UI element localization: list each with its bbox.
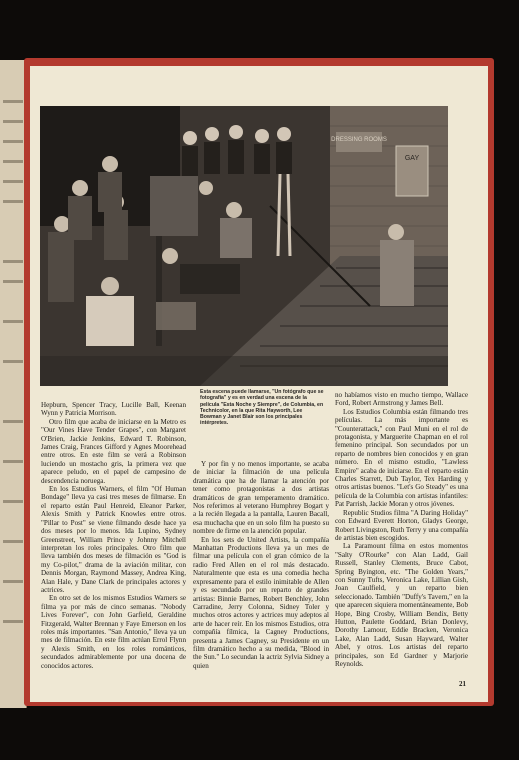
column-left <box>41 401 186 670</box>
paragraph: Los Estudios Columbia están filmando tres películas. La más importante es "Counterattack," con Paul Muni en el rol de protagonista, y Marguerite Chapman en el rol femenino principal. Son secundados por un reparto de nombres bien conocidos y en gran número. En el mismo estudio, "Lawless Empire" acaba de iniciarse. En el reparto están Charles Starrett, Dub Taylor, Tex Harding y otros artistas buenos. "Let's Go Steady" es una película de la Columbia con artistas infantiles: Pat Parrish, Jackie Moran y otros jóvenes. <box>335 407 468 509</box>
film-set-photo <box>40 106 448 386</box>
poster-text: GAY <box>404 155 420 162</box>
paragraph: En los sets de United Artists, la compañía Manhattan Productions lleva ya un mes de filmar una película con el gran cómico de la radio Fred Allen en el rol más destacado. Naturalmente que esta es una comedia hecha expresamente para el estilo inimitable de Allen y es secundado por un reparto de grandes artistas: Binnie Barnes, Robert Benchley, John Carradine, Jerry Colonna, Sidney Toler y muchos otros actores y actrices muy adeptos al arte de hacer reír. En los mismos Estudios, otra compañía fílmica, la Cagney Productions, presenta a James Cagney, su Presidente en un film dramático hecho a su medida, "Blood in the Sun." Lo secundan la actriz Sylvia Sidney a quien <box>193 535 329 670</box>
photo-caption: Esta escena puede llamarse, "Un fotógrafo que se fotografía" y es en verdad una escena de la película "Esta Noche y Siempre", de Columbia, en Technicolor, en la que Rita Hayworth, Lee Bowman y Janet Blair son los principales intérpretes. <box>200 389 324 427</box>
column-right <box>335 391 468 668</box>
paragraph: no habíamos visto en mucho tiempo, Wallace Ford, Robert Armstrong y James Bell. <box>335 391 468 408</box>
paragraph: Otro film que acaba de iniciarse en la Metro es "Our Vines Have Tender Grapes", con Margaret O'Brien, Jackie Jenkins, Edward T. Robinson, James Craig, Frances Gifford y Agnes Moorehead entre otros. En este film se verá a Robinson luciendo un mostacho gris, la primera vez que aparece peludo, en el papel de campesino de descendencia noruega. <box>41 417 186 485</box>
magazine-page <box>30 66 488 702</box>
column-middle <box>193 460 329 670</box>
paragraph: Y por fin y no menos importante, se acaba de iniciar la filmación de una película dramática que ha de llamar la atención por tener como protagonistas a dos artistas dramáticos de gran temperamento dramático. Nos referimos al veterano Humphrey Bogart y a la recién llegada a la pantalla, Lauren Bacall, esa muchacha que en un solo film ha puesto su nombre de firme en la atención popular. <box>193 460 329 536</box>
paragraph: La Paramount filma en estos momentos "Salty O'Rourke" con Alan Ladd, Gail Russell, Stanley Clements, Bruce Cabot, Spring Byington, etc. "The Golden Years," con Sunny Tufts, Veronica Lake, Lillian Gish, Joan Caulfield, y un reparto bien seleccionado. También "Duffy's Tavern," en la que aparecen siquiera momentáneamente, Bob Hope, Bing Crosby, William Bendix, Betty Hutton, Paulette Goddard, Brian Donlevy, Dorothy Lamour, Eddie Bracken, Veronica Lake, Alan Ladd, Susan Hayward, Walter Abel, y otros. Los artistas del reparto principales, son Ed Gardner y Marjorie Reynolds. <box>335 542 468 668</box>
paragraph: En los Estudios Warners, el film "Of Human Bondage" lleva ya casi tres meses de filmarse. En el reparto están Paul Henreid, Eleanor Parker, Alexis Smith y Patrick Knowles entre otros. "Pillar to Post" se viene filmando desde hace ya dos meses por lo menos. Ida Lupino, Sydney Greenstreet, William Prince y Johnny Mitchell interpretan los roles principales. Otro film que lleva también dos meses de filmación es "God is my Co-pilot," drama de la aviación militar, con Dennis Morgan, Raymond Massey, Andrea King, Alan Hale, y Dane Clark de principales actores y actrices. <box>41 485 186 594</box>
dressing-rooms-sign: DRESSING ROOMS <box>331 137 387 143</box>
paragraph: Republic Studios filma "A Daring Holiday" con Edward Everett Horton, Gladys George, Robert Livingston, Ruth Terry y una compañía de artistas bien escogidos. <box>335 508 468 542</box>
paragraph: Hepburn, Spencer Tracy, Lucille Ball, Keenan Wynn y Patricia Morrison. <box>41 401 186 418</box>
page-number: 21 <box>459 680 466 688</box>
adjacent-page-edge <box>0 60 27 708</box>
paragraph: En otro set de los mismos Estudios Warners se filma ya por más de cinco semanas. "Nobody Lives Forever", con John Garfield, Geraldine Fitzgerald, Walter Brennan y Faye Emerson en los roles más importantes. "San Antonio," lleva ya un mes de filmación. En este film actúan Errol Flynn y Alexis Smith, en los roles románticos, secundados admirablemente por una docena de conocidos actores. <box>41 594 186 670</box>
